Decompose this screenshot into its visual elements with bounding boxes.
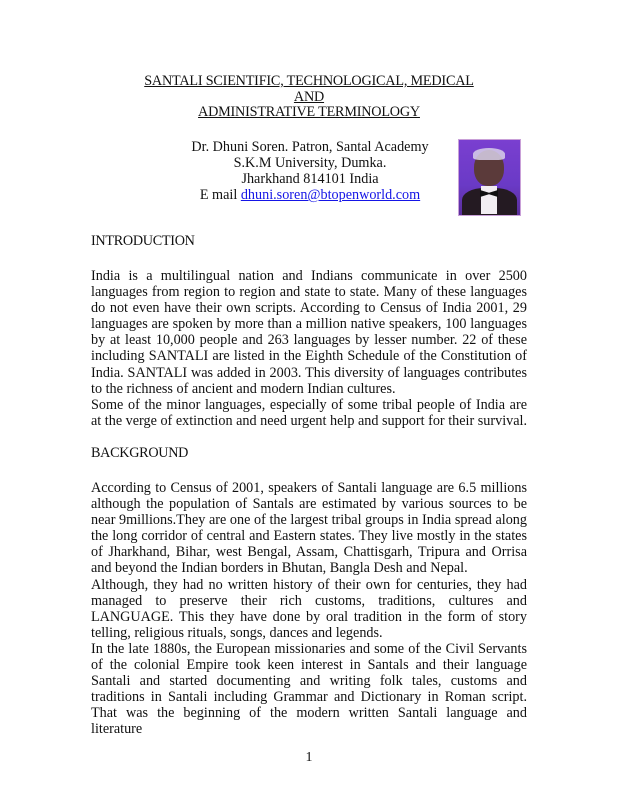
introduction-paragraph-1: India is a multilingual nation and Indians communicate in over 2500 languages from region to region and state to state. Many of these languages do not even have their own scripts. According to Census of India 2001, 29 languages are spoken by more than a million native speakers, 100 languages by at least 10,000 people and 263 languages by lesser number. 22 of these including SANTALI are listed in the Eighth Schedule of the Constitution of India. SANTALI was added in 2003. This diversity of languages contributes to the richness of ancient and modern Indian cultures. (91, 268, 527, 397)
background-paragraph-1: According to Census of 2001, speakers of Santali language are 6.5 millions although the population of Santals are estimated by various sources to be near 9millions.They are one of the largest tribal groups in India spread along the long corridor of central and Eastern states. They live mostly in the states of Jharkhand, Bihar, west Bengal, Assam, Chattisgarh, Tripura and Orrisa and beyond the Indian borders in Bhutan, Bangla Desh and Nepal. (91, 480, 527, 577)
section-heading-introduction: INTRODUCTION (91, 233, 195, 249)
title-line-3: ADMINISTRATIVE TERMINOLOGY (198, 104, 420, 120)
introduction-body (91, 268, 527, 429)
portrait-hair (473, 148, 505, 160)
author-name: Dr. Dhuni Soren. Patron, Santal Academy (191, 139, 429, 155)
page-number: 1 (305, 750, 313, 765)
background-paragraph-2: Although, they had no written history of their own for centuries, they had managed to preserve their rich customs, traditions, cultures and LANGUAGE. This they have done by oral tradition in the form of story telling, religious rituals, songs, dances and legends. (91, 576, 527, 641)
portrait-shirt (481, 186, 497, 214)
author-portrait-icon (458, 139, 521, 216)
background-paragraph-3: In the late 1880s, the European missionaries and some of the Civil Servants of the colonial Empire took keen interest in Santals and their language Santali and started documenting and writing folk tales, customs and traditions in Santali including Grammar and Dictionary in Roman script. That was the beginning of the modern written Santali language and literature (91, 640, 527, 738)
introduction-paragraph-2: Some of the minor languages, especially of some tribal people of India are at the verge of extinction and need urgent help and support for their survival. (91, 396, 528, 429)
title-line-1: SANTALI SCIENTIFIC, TECHNOLOGICAL, MEDICAL (144, 73, 474, 89)
author-email-line (160, 187, 460, 203)
author-university: S.K.M University, Dumka. (233, 155, 387, 171)
author-block (160, 139, 460, 203)
document-title (0, 74, 618, 121)
email-label: E mail (199, 187, 241, 203)
section-heading-background: BACKGROUND (91, 445, 189, 461)
title-line-2: AND (293, 88, 325, 105)
author-location: Jharkhand 814101 India (241, 171, 379, 187)
background-body (91, 480, 527, 738)
email-link[interactable]: dhuni.soren@btopenworld.com (240, 187, 421, 203)
